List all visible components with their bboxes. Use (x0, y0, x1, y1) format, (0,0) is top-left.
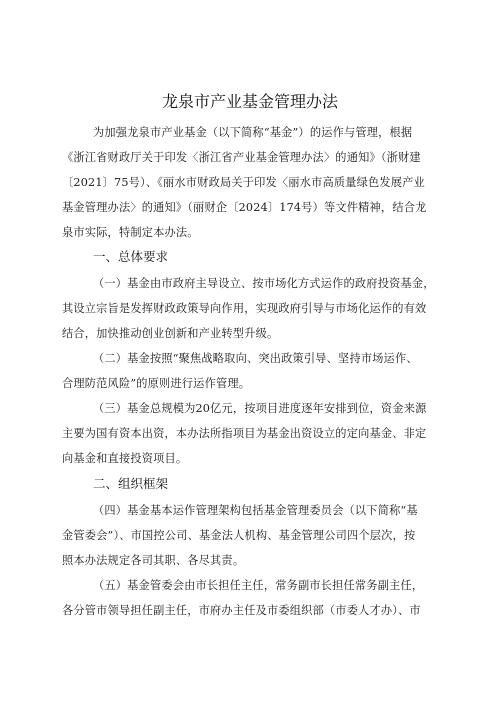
preamble-line-1: 为加强龙泉市产业基金（以下简称“基金”）的运作与管理，根据 (93, 126, 413, 139)
section-heading-organization: 二、组织框架 (93, 476, 169, 491)
paragraph-3-line-3: 向基金和直接投资项目。 (62, 452, 188, 465)
paragraph-4-line-2: 金管委会”）、市国控公司、基金法人机构、基金管理公司四个层次，按 (62, 529, 416, 542)
preamble-line-4: 基金管理办法〉的通知》（丽财企〔2024〕174号）等文件精神，结合龙 (62, 201, 427, 214)
paragraph-5-line-2: 各分管市领导担任副主任，市府办主任及市委组织部（市委人才办）、市 (62, 604, 421, 617)
preamble-line-2: 《浙江省财政厅关于印发〈浙江省产业基金管理办法〉的通知》（浙财建 (62, 151, 421, 164)
paragraph-2-line-2: 合理防范风险”的原则进行运作管理。 (62, 377, 251, 390)
document-title: 龙泉市产业基金管理办法 (161, 92, 338, 111)
paragraph-1-line-2: 其设立宗旨是发挥财政政策导向作用，实现政府引导与市场化运作的有效 (62, 302, 427, 315)
paragraph-4-line-1: （四）基金基本运作管理架构包括基金管理委员会（以下简称“基 (93, 504, 418, 517)
paragraph-1-line-1: （一）基金由市政府主导设立、按市场化方式运作的政府投资基金， (93, 277, 435, 290)
paragraph-5-line-1: （五）基金管委会由市长担任主任，常务副市长担任常务副主任， (93, 579, 424, 592)
paragraph-2-line-1: （二）基金按照“聚焦战略取向、突出政策引导、坚持市场运作、 (93, 352, 418, 365)
paragraph-3-line-2: 主要为国有资本出资，本办法所指项目为基金出资设立的定向基金、非定 (62, 427, 427, 440)
section-heading-general-requirements: 一、总体要求 (93, 249, 169, 264)
preamble-line-3: 〔2021〕75号）、《丽水市财政局关于印发〈丽水市高质量绿色发展产业 (62, 176, 425, 189)
paragraph-4-line-3: 照本办法规定各司其职、各尽其责。 (62, 554, 245, 567)
preamble-line-5: 泉市实际，特制定本办法。 (62, 226, 199, 239)
paragraph-1-line-3: 结合，加快推动创业创新和产业转型升级。 (62, 327, 279, 340)
paragraph-3-line-1: （三）基金总规模为20亿元，按项目进度逐年安排到位，资金来源 (93, 402, 427, 415)
